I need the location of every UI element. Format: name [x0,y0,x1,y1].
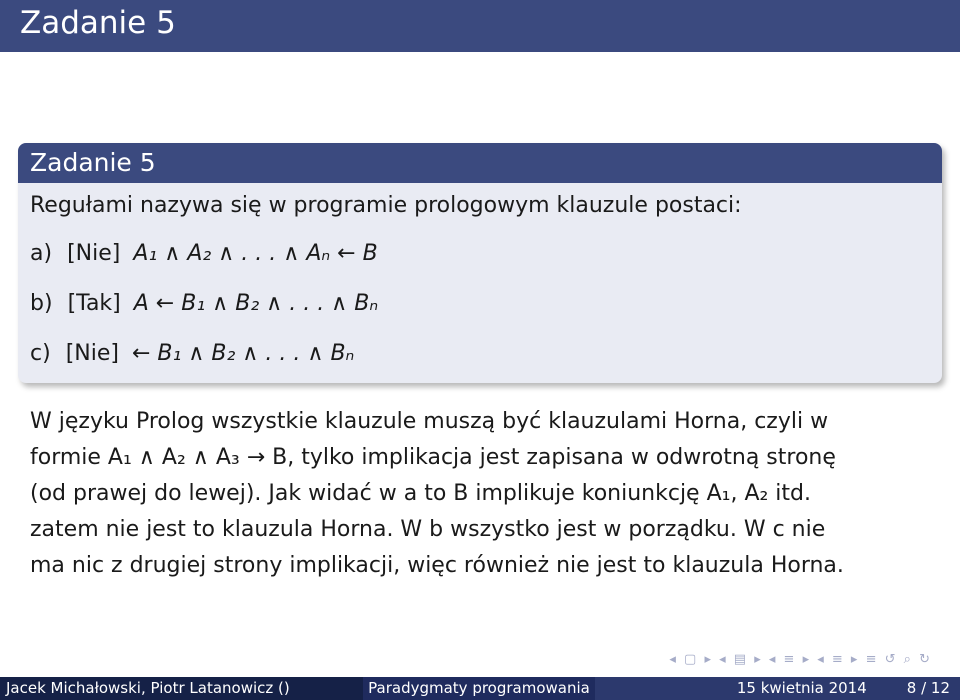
item-formula: ← B₁ ∧ B₂ ∧ . . . ∧ Bₙ [131,341,355,366]
item-verdict: [Nie] [67,241,121,266]
item-verdict: [Nie] [65,341,119,366]
footer-page-number: 8 / 12 [906,679,950,697]
item-formula: A ← B₁ ∧ B₂ ∧ . . . ∧ Bₙ [133,291,379,316]
nav-section-icon[interactable]: ◂ ≡ ▸ [817,652,860,667]
nav-prev-frame-icon[interactable]: ◂ ▢ ▸ [669,652,713,667]
block-title: Zadanie 5 [18,143,942,183]
explanation-line: ma nic z drugiej strony implikacji, więc również nie jest to klauzula Horna. [30,553,844,578]
clause-item-a [30,241,378,266]
nav-menu-icon[interactable]: ≡ [865,652,879,667]
explanation-line: W języku Prolog wszystkie klauzule muszą być klauzulami Horna, czyli w [30,409,829,434]
slide-title-bar [0,0,960,52]
item-label: a) [30,241,53,266]
explanation-line: formie A₁ ∧ A₂ ∧ A₃ → B, tylko implikacja jest zapisana w odwrotną stronę [30,445,836,470]
item-label: b) [30,291,53,316]
block-intro: Regułami nazywa się w programie prologowym klauzule postaci: [30,193,742,218]
footer-date: 15 kwietnia 2014 [736,679,867,697]
explanation-line: (od prawej do lewej). Jak widać w a to B implikuje koniunkcję A₁, A₂ itd. [30,481,811,506]
explanation-text [30,404,942,584]
footer-course: Paradygmaty programowania [363,677,595,700]
item-verdict: [Tak] [67,291,121,316]
footer-meta [595,677,960,700]
clause-item-c [30,341,354,366]
clause-item-b [30,291,378,316]
nav-search-icon[interactable]: ↺ ⌕ ↻ [884,652,932,667]
slide-footer [0,677,960,700]
item-formula: A₁ ∧ A₂ ∧ . . . ∧ Aₙ ← B [133,241,378,266]
item-label: c) [30,341,51,366]
explanation-line: zatem nie jest to klauzula Horna. W b wszystko jest w porządku. W c nie [30,517,826,542]
exercise-block [18,143,942,383]
nav-prev-subsection-icon[interactable]: ◂ ▤ ▸ [719,652,763,667]
slide-title: Zadanie 5 [20,5,176,41]
beamer-navigation[interactable] [669,652,932,667]
footer-authors: Jacek Michałowski, Piotr Latanowicz () [0,677,363,700]
nav-prev-section-icon[interactable]: ◂ ≡ ▸ [768,652,812,667]
